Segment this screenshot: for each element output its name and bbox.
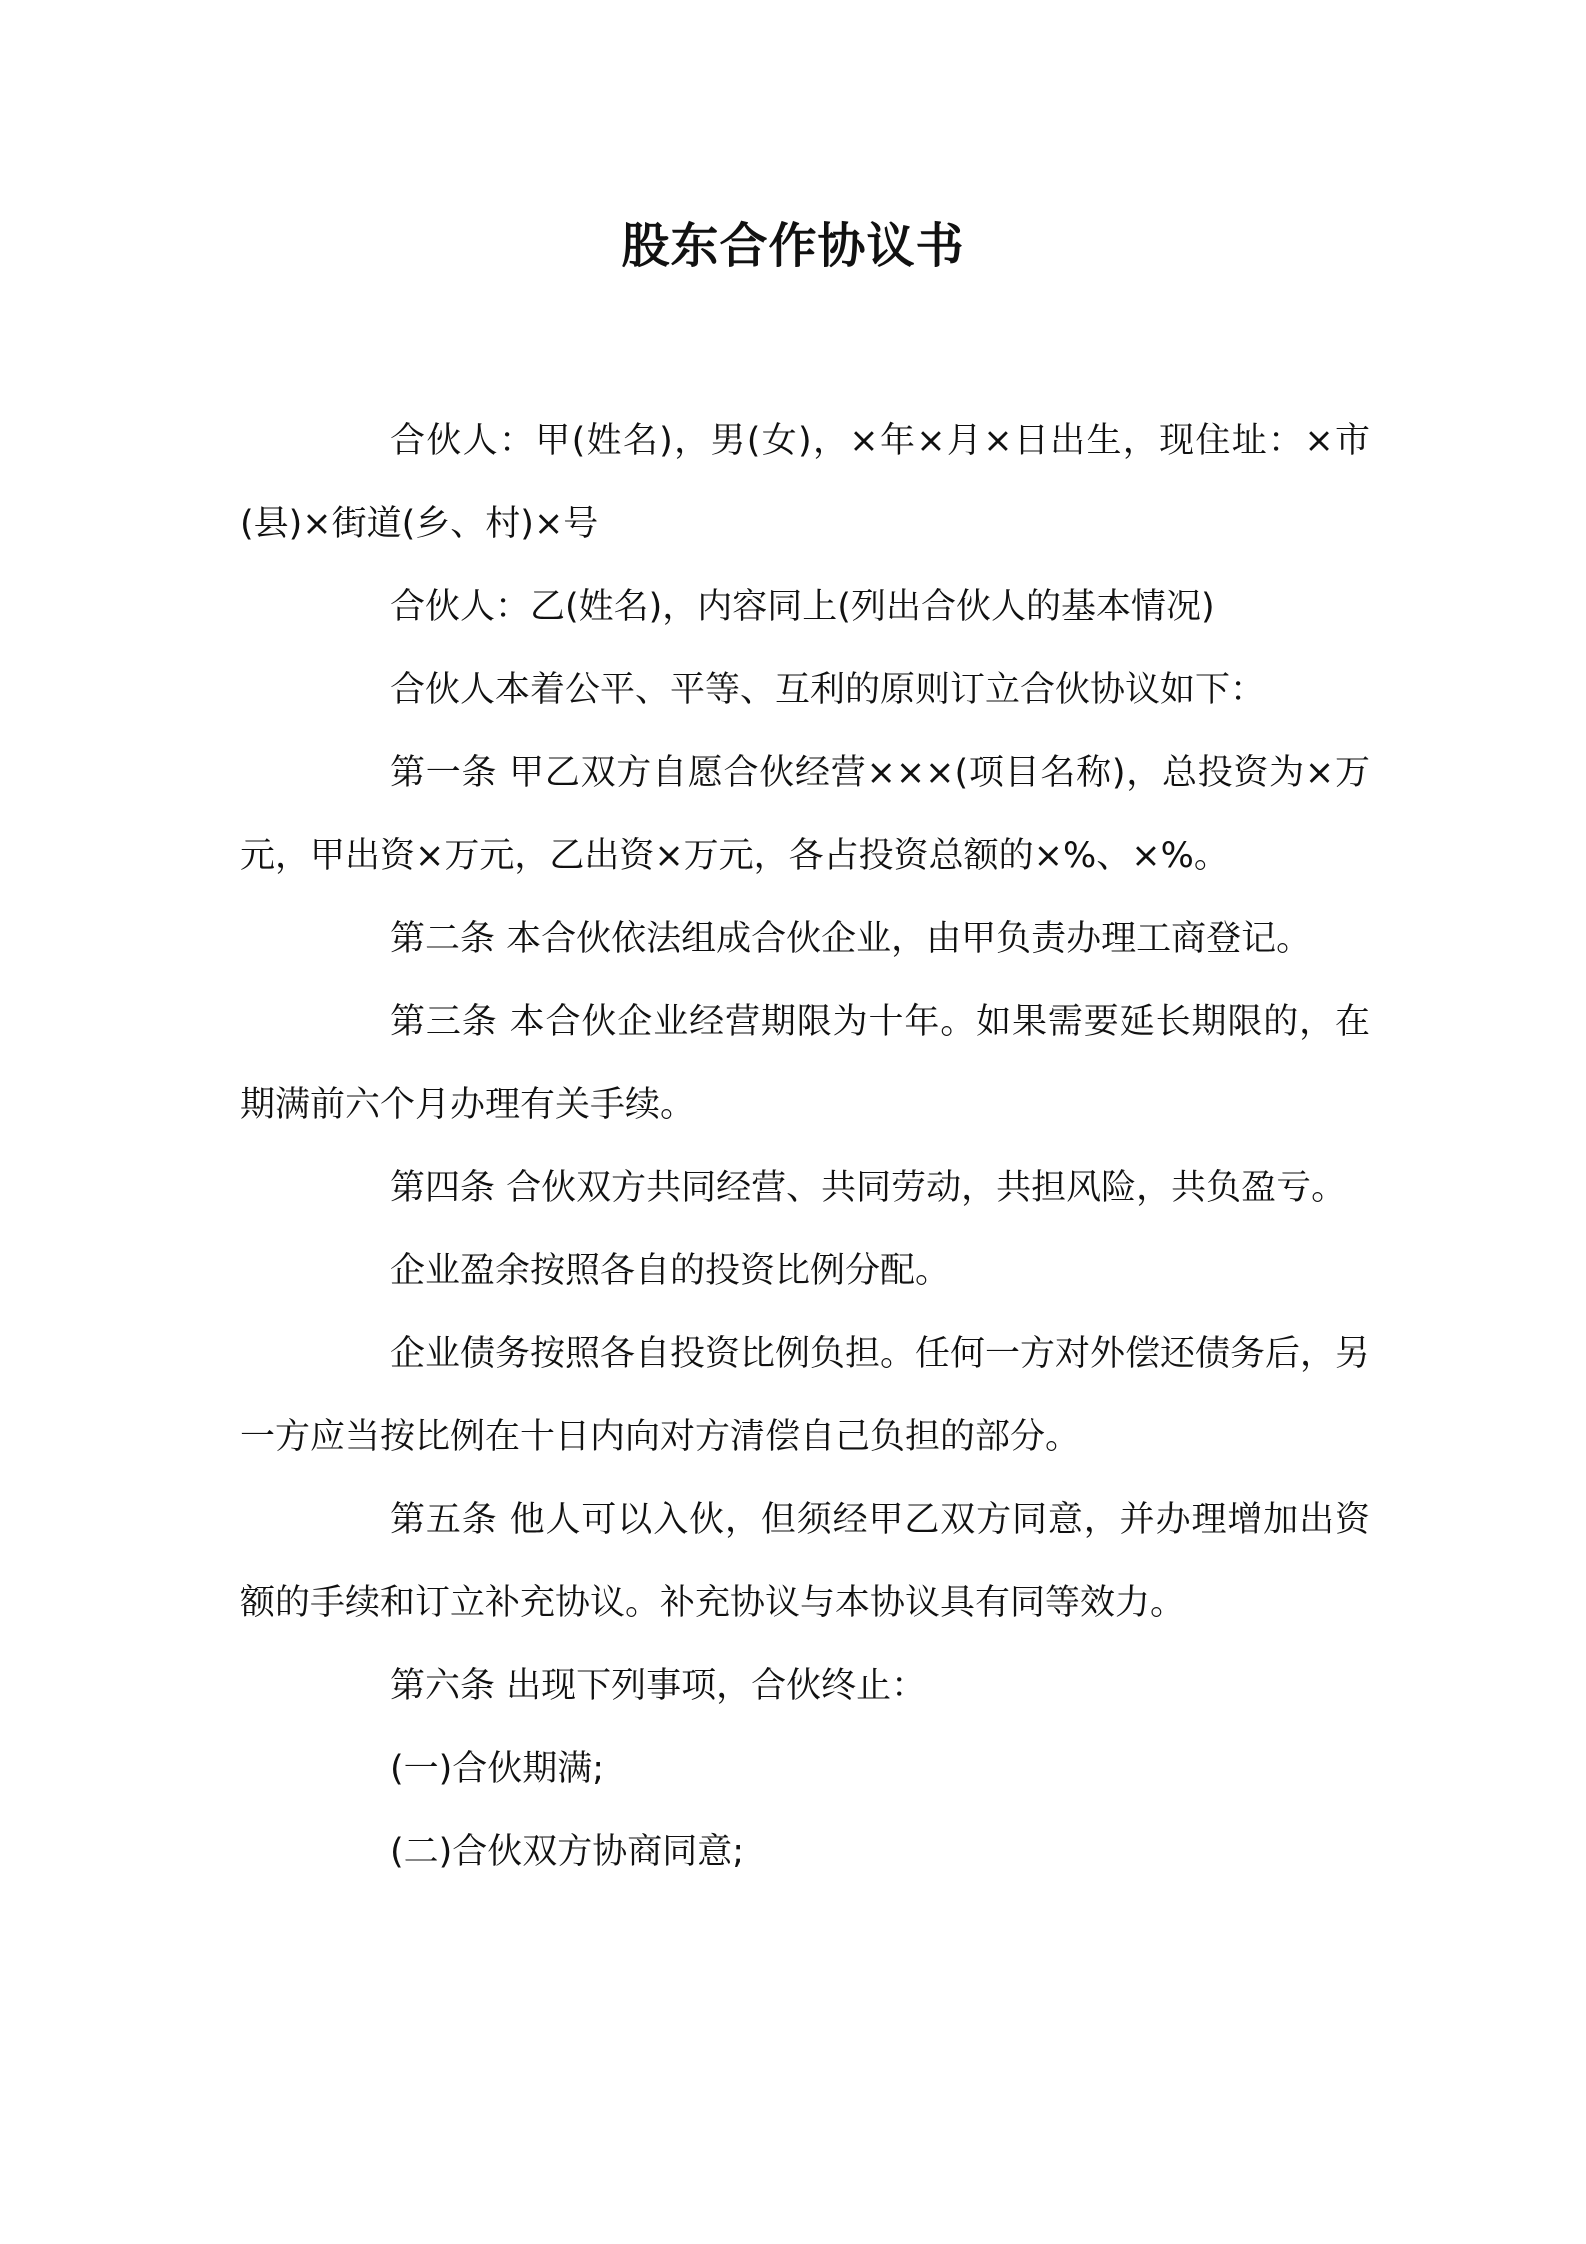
- paragraph-article-3: 第三条 本合伙企业经营期限为十年。如果需要延长期限的，在期满前六个月办理有关手续。: [240, 1002, 1370, 1125]
- document-body: [240, 400, 1370, 1894]
- paragraph-article-2: 第二条 本合伙依法组成合伙企业，由甲负责办理工商登记。: [390, 919, 1312, 959]
- document-title: 股东合作协议书: [621, 218, 965, 274]
- paragraph-item-2: (二)合伙双方协商同意;: [390, 1832, 745, 1872]
- paragraph-article-1: 第一条 甲乙双方自愿合伙经营×××(项目名称)，总投资为×万元，甲出资×万元，乙出资×万元，各占投资总额的×%、×%。: [240, 753, 1370, 876]
- paragraph-article-6: 第六条 出现下列事项，合伙终止：: [390, 1666, 927, 1706]
- paragraph-item-1: (一)合伙期满;: [390, 1749, 605, 1789]
- paragraph-article-5: 第五条 他人可以入伙，但须经甲乙双方同意，并办理增加出资额的手续和订立补充协议。补充协议与本协议具有同等效力。: [240, 1500, 1370, 1623]
- paragraph-profit-distribution: 企业盈余按照各自的投资比例分配。: [390, 1251, 951, 1291]
- paragraph-debt-liability: 企业债务按照各自投资比例负担。任何一方对外偿还债务后，另一方应当按比例在十日内向对方清偿自己负担的部分。: [240, 1334, 1371, 1457]
- paragraph-partner-b: 合伙人：乙(姓名)，内容同上(列出合伙人的基本情况): [390, 587, 1215, 627]
- paragraph-preamble: 合伙人本着公平、平等、互利的原则订立合伙协议如下：: [390, 670, 1266, 710]
- paragraph-partner-a: 合伙人：甲(姓名)，男(女)，×年×月×日出生，现住址：×市(县)×街道(乡、村)×号: [240, 421, 1370, 544]
- paragraph-article-4: 第四条 合伙双方共同经营、共同劳动，共担风险，共负盈亏。: [390, 1168, 1347, 1208]
